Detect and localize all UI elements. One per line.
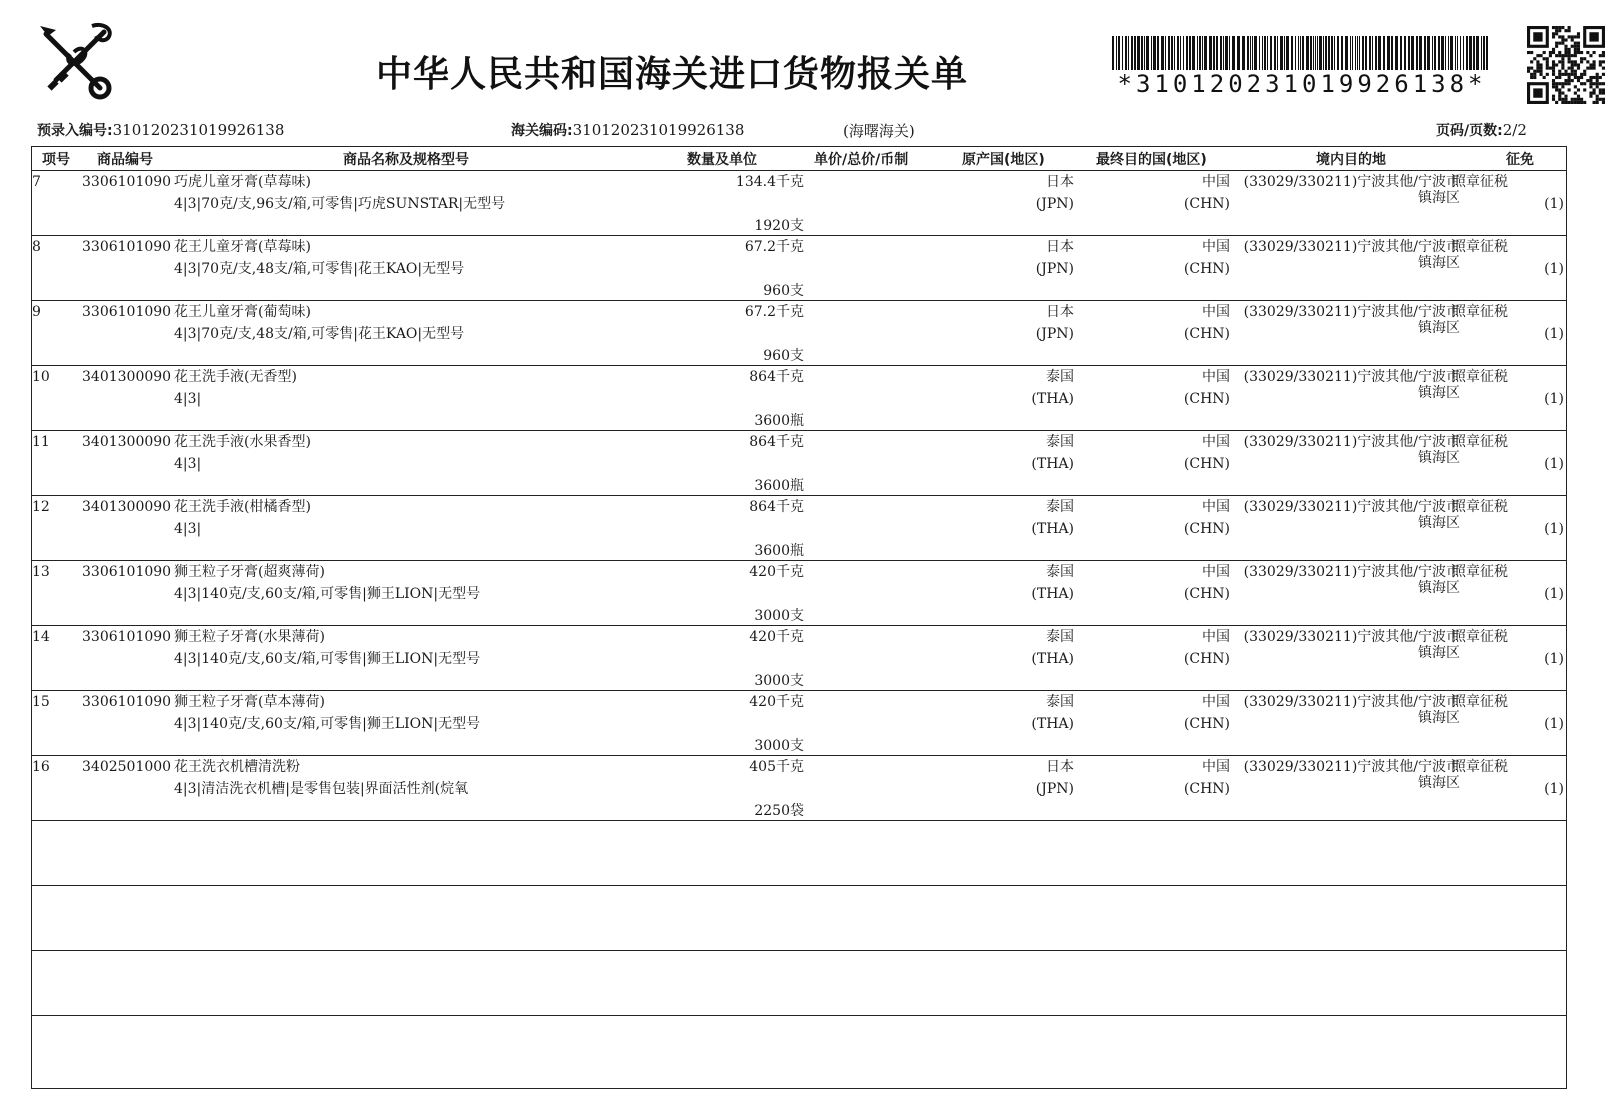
domestic-destination: (33029/330211)宁波其他/宁波市 <box>1243 174 1460 190</box>
levy-method: 照章征税 <box>1452 759 1508 775</box>
customs-code <box>511 120 744 140</box>
table-row <box>32 366 1566 431</box>
quantity-primary: 67.2千克 <box>744 239 804 255</box>
product-name: 巧虎儿童牙膏(草莓味) <box>174 174 311 190</box>
origin-country-code: (JPN) <box>1035 781 1074 797</box>
item-no: 13 <box>32 564 50 580</box>
domestic-destination-district: 镇海区 <box>1418 645 1460 661</box>
levy-method: 照章征税 <box>1452 174 1508 190</box>
domestic-destination-district: 镇海区 <box>1418 255 1460 271</box>
levy-method: 照章征税 <box>1452 239 1508 255</box>
domestic-destination-district: 镇海区 <box>1418 320 1460 336</box>
destination-country: 中国 <box>1202 694 1230 710</box>
page-value: 2/2 <box>1502 121 1527 139</box>
table-row <box>32 301 1566 366</box>
table-row <box>32 431 1566 496</box>
levy-method: 照章征税 <box>1452 369 1508 385</box>
goods-table <box>31 146 1567 1089</box>
origin-country: 日本 <box>1046 759 1074 775</box>
page-label: 页码/页数: <box>1436 123 1503 139</box>
item-no: 10 <box>32 369 50 385</box>
levy-code: (1) <box>1544 261 1564 277</box>
domestic-destination: (33029/330211)宁波其他/宁波市 <box>1243 759 1460 775</box>
col-hs-code: 商品编号 <box>97 152 153 168</box>
item-no: 14 <box>32 629 50 645</box>
empty-table-row <box>32 1016 1566 1081</box>
barcode-number: *310120231019926138* <box>1117 70 1487 98</box>
domestic-destination: (33029/330211)宁波其他/宁波市 <box>1243 564 1460 580</box>
quantity-secondary: 3000支 <box>754 608 804 624</box>
hs-code: 3306101090 <box>82 694 172 710</box>
qr-code-icon <box>1527 26 1605 104</box>
col-price: 单价/总价/币制 <box>814 152 909 168</box>
levy-code: (1) <box>1544 651 1564 667</box>
origin-country: 泰国 <box>1046 629 1074 645</box>
item-no: 15 <box>32 694 50 710</box>
table-row <box>32 626 1566 691</box>
levy-method: 照章征税 <box>1452 499 1508 515</box>
domestic-destination: (33029/330211)宁波其他/宁波市 <box>1243 434 1460 450</box>
origin-country: 泰国 <box>1046 499 1074 515</box>
product-name: 花王洗手液(无香型) <box>174 369 297 385</box>
item-no: 8 <box>32 239 41 255</box>
hs-code: 3401300090 <box>82 499 172 515</box>
item-no: 7 <box>32 174 41 190</box>
domestic-destination-district: 镇海区 <box>1418 515 1460 531</box>
destination-country: 中国 <box>1202 564 1230 580</box>
destination-country-code: (CHN) <box>1183 651 1230 667</box>
product-spec: 4|3| <box>174 456 202 472</box>
customs-code-label: 海关编码: <box>511 123 573 139</box>
domestic-destination: (33029/330211)宁波其他/宁波市 <box>1243 369 1460 385</box>
table-row <box>32 561 1566 626</box>
product-name: 花王儿童牙膏(草莓味) <box>174 239 311 255</box>
domestic-destination: (33029/330211)宁波其他/宁波市 <box>1243 694 1460 710</box>
levy-method: 照章征税 <box>1452 629 1508 645</box>
product-spec: 4|3|140克/支,60支/箱,可零售|狮王LION|无型号 <box>174 651 481 667</box>
product-spec: 4|3|70克/支,48支/箱,可零售|花王KAO|无型号 <box>174 261 465 277</box>
destination-country-code: (CHN) <box>1183 391 1230 407</box>
quantity-primary: 864千克 <box>749 434 804 450</box>
customs-code-value: 310120231019926138 <box>572 121 745 139</box>
domestic-destination-district: 镇海区 <box>1418 190 1460 206</box>
origin-country-code: (JPN) <box>1035 196 1074 212</box>
destination-country-code: (CHN) <box>1183 196 1230 212</box>
customs-emblem-logo <box>34 22 120 100</box>
col-item-no: 项号 <box>42 152 70 168</box>
domestic-destination-district: 镇海区 <box>1418 450 1460 466</box>
destination-country-code: (CHN) <box>1183 521 1230 537</box>
quantity-primary: 864千克 <box>749 499 804 515</box>
destination-country: 中国 <box>1202 174 1230 190</box>
domestic-destination-district: 镇海区 <box>1418 775 1460 791</box>
page-indicator <box>1436 120 1527 140</box>
table-row <box>32 496 1566 561</box>
origin-country: 日本 <box>1046 304 1074 320</box>
origin-country-code: (THA) <box>1031 651 1074 667</box>
col-qty-unit: 数量及单位 <box>687 152 757 168</box>
item-no: 9 <box>32 304 41 320</box>
origin-country-code: (THA) <box>1031 391 1074 407</box>
destination-country-code: (CHN) <box>1183 326 1230 342</box>
table-row <box>32 756 1566 821</box>
levy-code: (1) <box>1544 456 1564 472</box>
levy-method: 照章征税 <box>1452 564 1508 580</box>
destination-country: 中国 <box>1202 239 1230 255</box>
destination-country-code: (CHN) <box>1183 456 1230 472</box>
product-name: 花王儿童牙膏(葡萄味) <box>174 304 311 320</box>
hs-code: 3401300090 <box>82 434 172 450</box>
origin-country: 泰国 <box>1046 694 1074 710</box>
document-title: 中华人民共和国海关进口货物报关单 <box>376 54 969 95</box>
preentry-value: 310120231019926138 <box>112 121 285 139</box>
destination-country: 中国 <box>1202 499 1230 515</box>
product-spec: 4|3|清洁洗衣机槽|是零售包装|界面活性剂(烷氧 <box>174 781 469 797</box>
hs-code: 3306101090 <box>82 564 172 580</box>
product-name: 狮王粒子牙膏(水果薄荷) <box>174 629 325 645</box>
preentry-label: 预录入编号: <box>37 123 113 139</box>
hs-code: 3306101090 <box>82 174 172 190</box>
hs-code: 3306101090 <box>82 239 172 255</box>
levy-code: (1) <box>1544 586 1564 602</box>
quantity-primary: 864千克 <box>749 369 804 385</box>
destination-country-code: (CHN) <box>1183 586 1230 602</box>
barcode-bars <box>1112 36 1492 70</box>
origin-country-code: (THA) <box>1031 586 1074 602</box>
customs-office: (海曙海关) <box>843 122 915 140</box>
quantity-secondary: 3600瓶 <box>754 478 804 494</box>
destination-country-code: (CHN) <box>1183 716 1230 732</box>
quantity-primary: 67.2千克 <box>744 304 804 320</box>
quantity-secondary: 1920支 <box>754 218 804 234</box>
table-row <box>32 171 1566 236</box>
quantity-primary: 420千克 <box>749 629 804 645</box>
barcode <box>1112 36 1492 98</box>
col-levy: 征免 <box>1506 152 1534 168</box>
quantity-secondary: 2250袋 <box>754 803 804 819</box>
levy-code: (1) <box>1544 196 1564 212</box>
product-name: 花王洗手液(柑橘香型) <box>174 499 311 515</box>
preentry-number <box>37 120 284 140</box>
quantity-secondary: 960支 <box>763 348 804 364</box>
domestic-destination: (33029/330211)宁波其他/宁波市 <box>1243 304 1460 320</box>
hs-code: 3306101090 <box>82 304 172 320</box>
levy-method: 照章征税 <box>1452 694 1508 710</box>
product-name: 花王洗手液(水果香型) <box>174 434 311 450</box>
item-no: 12 <box>32 499 50 515</box>
levy-code: (1) <box>1544 716 1564 732</box>
domestic-destination-district: 镇海区 <box>1418 385 1460 401</box>
origin-country-code: (THA) <box>1031 521 1074 537</box>
domestic-destination-district: 镇海区 <box>1418 710 1460 726</box>
col-name-spec: 商品名称及规格型号 <box>343 152 469 168</box>
domestic-destination: (33029/330211)宁波其他/宁波市 <box>1243 239 1460 255</box>
destination-country: 中国 <box>1202 629 1230 645</box>
destination-country-code: (CHN) <box>1183 781 1230 797</box>
col-dest-country: 最终目的国(地区) <box>1096 152 1207 168</box>
product-spec: 4|3| <box>174 391 202 407</box>
product-spec: 4|3|140克/支,60支/箱,可零售|狮王LION|无型号 <box>174 716 481 732</box>
quantity-secondary: 3600瓶 <box>754 543 804 559</box>
col-domestic-dest: 境内目的地 <box>1316 152 1386 168</box>
quantity-secondary: 3000支 <box>754 738 804 754</box>
quantity-secondary: 3600瓶 <box>754 413 804 429</box>
product-spec: 4|3| <box>174 521 202 537</box>
domestic-destination: (33029/330211)宁波其他/宁波市 <box>1243 629 1460 645</box>
quantity-secondary: 3000支 <box>754 673 804 689</box>
domestic-destination: (33029/330211)宁波其他/宁波市 <box>1243 499 1460 515</box>
quantity-primary: 134.4千克 <box>735 174 804 190</box>
levy-code: (1) <box>1544 521 1564 537</box>
destination-country: 中国 <box>1202 369 1230 385</box>
product-name: 花王洗衣机槽清洗粉 <box>174 759 300 775</box>
table-row <box>32 236 1566 301</box>
levy-method: 照章征税 <box>1452 434 1508 450</box>
product-spec: 4|3|140克/支,60支/箱,可零售|狮王LION|无型号 <box>174 586 481 602</box>
levy-method: 照章征税 <box>1452 304 1508 320</box>
table-header <box>32 147 1566 171</box>
levy-code: (1) <box>1544 391 1564 407</box>
quantity-primary: 405千克 <box>749 759 804 775</box>
origin-country-code: (THA) <box>1031 716 1074 732</box>
levy-code: (1) <box>1544 326 1564 342</box>
destination-country: 中国 <box>1202 304 1230 320</box>
product-name: 狮王粒子牙膏(草本薄荷) <box>174 694 325 710</box>
origin-country: 泰国 <box>1046 369 1074 385</box>
item-no: 11 <box>32 434 50 450</box>
table-row <box>32 691 1566 756</box>
origin-country: 日本 <box>1046 239 1074 255</box>
col-origin: 原产国(地区) <box>962 152 1045 168</box>
product-name: 狮王粒子牙膏(超爽薄荷) <box>174 564 325 580</box>
destination-country-code: (CHN) <box>1183 261 1230 277</box>
levy-code: (1) <box>1544 781 1564 797</box>
quantity-primary: 420千克 <box>749 564 804 580</box>
product-spec: 4|3|70克/支,48支/箱,可零售|花王KAO|无型号 <box>174 326 465 342</box>
hs-code: 3402501000 <box>82 759 172 775</box>
empty-table-row <box>32 821 1566 886</box>
origin-country: 泰国 <box>1046 434 1074 450</box>
destination-country: 中国 <box>1202 759 1230 775</box>
origin-country: 泰国 <box>1046 564 1074 580</box>
hs-code: 3401300090 <box>82 369 172 385</box>
item-no: 16 <box>32 759 50 775</box>
origin-country-code: (JPN) <box>1035 261 1074 277</box>
quantity-primary: 420千克 <box>749 694 804 710</box>
domestic-destination-district: 镇海区 <box>1418 580 1460 596</box>
destination-country: 中国 <box>1202 434 1230 450</box>
product-spec: 4|3|70克/支,96支/箱,可零售|巧虎SUNSTAR|无型号 <box>174 196 506 212</box>
hs-code: 3306101090 <box>82 629 172 645</box>
quantity-secondary: 960支 <box>763 283 804 299</box>
empty-table-row <box>32 951 1566 1016</box>
origin-country-code: (THA) <box>1031 456 1074 472</box>
empty-table-row <box>32 886 1566 951</box>
origin-country-code: (JPN) <box>1035 326 1074 342</box>
origin-country: 日本 <box>1046 174 1074 190</box>
